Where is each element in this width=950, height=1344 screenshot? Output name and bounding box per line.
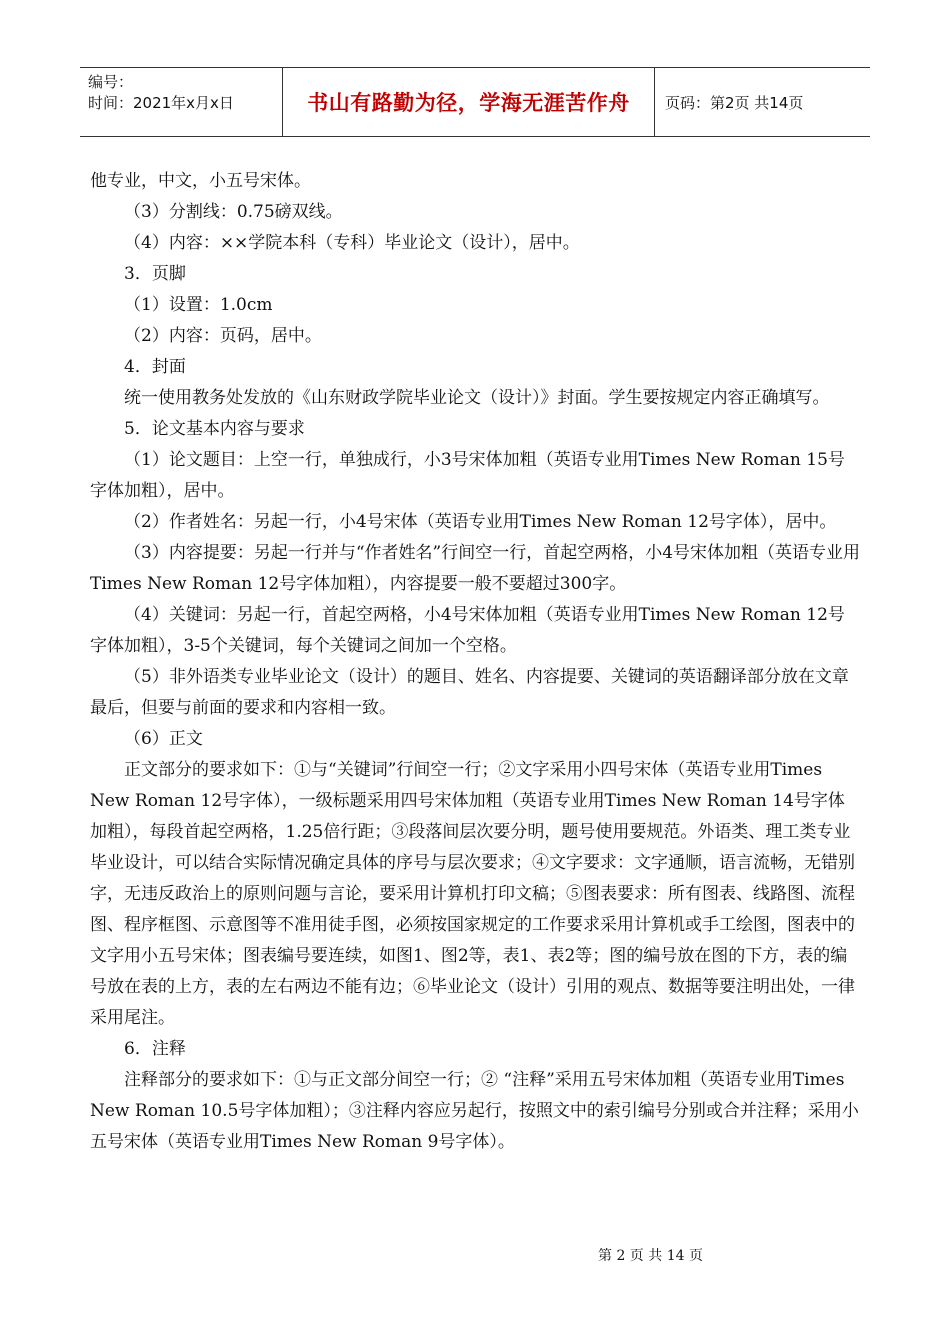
body-paragraph: 注释部分的要求如下：①与正文部分间空一行；② “注释”采用五号宋体加粗（英语专业用Times New Roman 10.5号字体加粗）；③注释内容应另起行，按照文中的索引编号分别或合并注释；采用小五号宋体（英语专业用Times New Roman 9号字体）。 bbox=[90, 1070, 859, 1152]
body-paragraph: （1）论文题目：上空一行，单独成行，小3号宋体加粗（英语专业用Times New Roman 15号字体加粗），居中。 bbox=[90, 450, 845, 501]
header-motto: 书山有路勤为径，学海无涯苦作舟 bbox=[283, 68, 655, 136]
body-paragraph: 5．论文基本内容与要求 bbox=[124, 419, 305, 439]
document-body bbox=[90, 166, 860, 1158]
body-paragraph: （2）作者姓名：另起一行，小4号宋体（英语专业用Times New Roman 12号字体），居中。 bbox=[124, 512, 837, 532]
body-paragraph: 6．注释 bbox=[124, 1039, 186, 1059]
header-left-cell bbox=[80, 68, 283, 136]
body-paragraph: （1）设置：1.0cm bbox=[124, 295, 273, 315]
body-paragraph: （6）正文 bbox=[124, 729, 203, 749]
body-paragraph: 正文部分的要求如下：①与“关键词”行间空一行；②文字采用小四号宋体（英语专业用Times New Roman 12号字体），一级标题采用四号宋体加粗（英语专业用Times New Roman 14号字体加粗），每段首起空两格，1.25倍行距；③段落间层次要分明，题号使用要规范。外语类、理工类专业毕业设计，可以结合实际情况确定具体的序号与层次要求；④文字要求：文字通顺，语言流畅，无错别字，无违反政治上的原则问题与言论，要采用计算机打印文稿；⑤图表要求：所有图表、线路图、流程图、程序框图、示意图等不准用徒手图，必须按国家规定的工作要求采用计算机或手工绘图，图表中的文字用小五号宋体；图表编号要连续，如图1、图2等，表1、表2等；图的编号放在图的下方，表的编号放在表的上方，表的左右两边不能有边；⑥毕业论文（设计）引用的观点、数据等要注明出处，一律采用尾注。 bbox=[90, 760, 855, 1028]
body-paragraph: 他专业，中文，小五号宋体。 bbox=[90, 171, 311, 191]
body-paragraph: （3）分割线：0.75磅双线。 bbox=[124, 202, 343, 222]
body-paragraph: （2）内容：页码，居中。 bbox=[124, 326, 322, 346]
body-paragraph: （4）内容：××学院本科（专科）毕业论文（设计），居中。 bbox=[124, 233, 580, 253]
doc-number-label: 编号： bbox=[88, 73, 134, 91]
body-paragraph: （4）关键词：另起一行，首起空两格，小4号宋体加粗（英语专业用Times New Roman 12号字体加粗），3-5个关键词，每个关键词之间加一个空格。 bbox=[90, 605, 845, 656]
body-paragraph: （3）内容提要：另起一行并与“作者姓名”行间空一行，首起空两格，小4号宋体加粗（英语专业用Times New Roman 12号字体加粗），内容提要一般不要超过300字。 bbox=[90, 543, 861, 594]
page-header bbox=[80, 67, 870, 137]
doc-time-label: 时间：2021年x月x日 bbox=[88, 94, 234, 112]
body-paragraph: （5）非外语类专业毕业论文（设计）的题目、姓名、内容提要、关键词的英语翻译部分放在文章最后，但要与前面的要求和内容相一致。 bbox=[90, 667, 849, 718]
header-page-label: 页码：第2页 共14页 bbox=[665, 93, 804, 112]
body-paragraph: 3．页脚 bbox=[124, 264, 186, 284]
body-paragraph: 4．封面 bbox=[124, 357, 186, 377]
body-paragraph: 统一使用教务处发放的《山东财政学院毕业论文（设计）》封面。学生要按规定内容正确填写。 bbox=[124, 388, 830, 408]
footer-page-number: 第 2 页 共 14 页 bbox=[598, 1248, 703, 1264]
